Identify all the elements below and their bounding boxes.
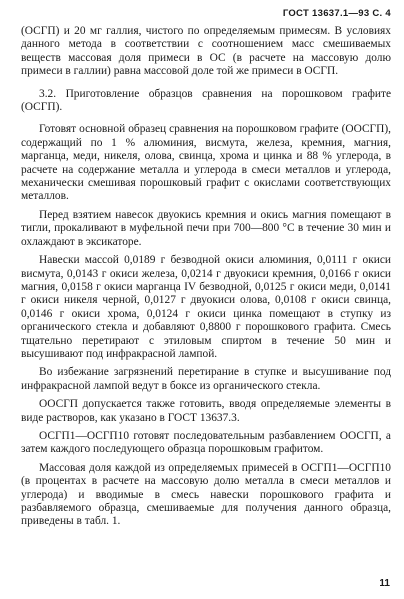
paragraph-main-sample: Готовят основной образец сравнения на порошковом графите (ООСГП), содержащий по 1 % алюминия, висмута, железа, кремния, магния, марганца, меди, никеля, олова, свинца, хрома и цинка и 88 % углерода, в расчете на содержание металла и углерода в смеси металлов и углерода, механически смешивая порошковый графит с окислами соответствующих металлов. [21,123,391,203]
paragraph-contamination: Во избежание загрязнений перетирание в ступке и высушивание под инфракрасной лампой ведут в боксе из органического стекла. [21,366,391,392]
paragraph-weights: Навески массой 0,0189 г безводной окиси алюминия, 0,0111 г окиси висмута, 0,0143 г окиси железа, 0,0214 г двуокиси кремния, 0,0166 г окиси магния, 0,0158 г окиси марганца IV безводной, 0,0125 г окиси меди, 0,0141 г окиси никеля черной, 0,0127 г двуокиси олова, 0,0108 г окиси свинца, 0,0146 г окиси хрома, 0,0124 г окиси цинка помещают в ступку из органического стекла и добавляют 0,8800 г порошкового графита. Смесь тщательно перетирают с этиловым спиртом в течение 50 мин и высушивают под инфракрасной лампой. [21,254,391,360]
page-number: 11 [379,578,390,589]
paragraph-solutions: ООСГП допускается также готовить, вводя определяемые элементы в виде растворов, как указано в ГОСТ 13637.3. [21,398,391,424]
paragraph-mass-fraction: Массовая доля каждой из определяемых примесей в ОСГП1—ОСГП10 (в процентах в расчете на массовую долю металла в смеси металлов и углерода) и вводимые в смесь навески порошкового графита и разбавляемого образца, смешиваемые для получения данного образца, приведены в табл. 1. [21,461,391,528]
paragraph-calcination: Перед взятием навесок двуокись кремния и окись магния помещают в тигли, прокаливают в муфельной печи при 700—800 °С в течение 30 мин и охлаждают в эксикаторе. [21,208,391,248]
paragraph-continuation: (ОСГП) и 20 мг галлия, чистого по определяемым примесям. В условиях данного метода в соответствии с соотношением масс смешиваемых веществ массовая доля примеси в ОС (в расчете на массовую долю примеси в галлии) равна массовой доле той же примеси в ОСГП. [21,25,391,78]
document-header: ГОСТ 13637.1—93 С. 4 [282,8,391,19]
paragraph-dilution: ОСГП1—ОСГП10 готовят последовательным разбавлением ООСГП, а затем каждого последующего образца порошковым графитом. [21,429,391,456]
section-heading-3-2: 3.2. Приготовление образцов сравнения на порошковом графите (ОСГП). [21,87,391,114]
